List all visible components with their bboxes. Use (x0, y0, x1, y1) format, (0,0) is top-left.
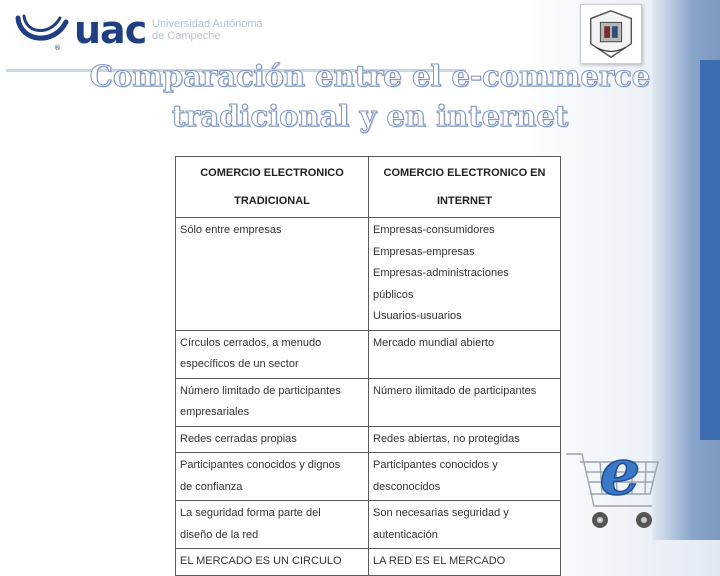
slide-title-line-1: Comparación entre el e-commerce (89, 59, 651, 93)
cell-text: LA RED ES EL MERCADO (373, 555, 506, 567)
cell-text: Empresas-consumidores (373, 224, 495, 236)
logo-wordmark: uac (74, 8, 147, 52)
cell-traditional (176, 426, 369, 453)
table-header-row (176, 157, 561, 218)
comparison-table (175, 156, 561, 576)
cell-text: Empresas-administraciones (373, 267, 509, 279)
cell-text: empresariales (180, 406, 250, 418)
cell-text: públicos (373, 288, 414, 301)
cell-text: Usuarios-usuarios (373, 310, 462, 322)
table-row (176, 218, 561, 331)
cell-traditional (176, 330, 369, 378)
cart-letter: e (599, 435, 641, 510)
header-text: TRADICIONAL (234, 195, 310, 207)
cell-text: Participantes conocidos y dignos (180, 459, 341, 471)
cell-text: Empresas-empresas (373, 245, 475, 258)
cell-traditional (176, 501, 369, 549)
table-row (176, 549, 561, 576)
table-row (176, 330, 561, 378)
cell-text: Círculos cerrados, a menudo (180, 336, 322, 349)
side-decoration-strip (700, 60, 720, 440)
cell-text: específicos de un sector (180, 358, 299, 370)
cell-text: Número limitado de participantes (180, 384, 341, 397)
cell-internet (369, 330, 561, 378)
logo-subtitle (152, 18, 392, 42)
cell-text: Participantes conocidos y (373, 459, 498, 471)
shopping-cart-icon (560, 432, 670, 536)
table-row (176, 453, 561, 501)
registered-mark: ® (54, 44, 61, 52)
table-row (176, 501, 561, 549)
cell-internet (369, 218, 561, 331)
cell-text: La seguridad forma parte del (180, 507, 321, 519)
table-row (176, 426, 561, 453)
cell-traditional (176, 549, 369, 576)
cell-internet (369, 549, 561, 576)
header-text: COMERCIO ELECTRONICO EN (383, 167, 546, 179)
cell-text: Número ilimitado de participantes (373, 384, 537, 397)
cell-text: Son necesarias seguridad y (373, 507, 509, 519)
cell-internet (369, 501, 561, 549)
cell-text: Mercado mundial abierto (373, 336, 495, 349)
slide-title-line-2: tradicional y en internet (171, 99, 569, 133)
cell-traditional (176, 453, 369, 501)
seal-emblem-icon (581, 5, 641, 63)
cell-text: Redes cerradas propias (180, 432, 297, 445)
cell-text: Sólo entre empresas (180, 224, 282, 236)
header-text: COMERCIO ELECTRONICO (200, 167, 344, 179)
header-text: INTERNET (437, 195, 492, 207)
cell-text: EL MERCADO ES UN CIRCULO (180, 555, 342, 567)
university-seal (580, 4, 642, 64)
cell-text: de confianza (180, 480, 243, 493)
header-internet (369, 157, 561, 218)
logo-subtitle-line-2: de Campeche (152, 30, 221, 42)
cell-internet (369, 426, 561, 453)
cell-traditional (176, 218, 369, 331)
cell-text: diseño de la red (180, 528, 259, 541)
header-traditional (176, 157, 369, 218)
cell-text: Redes abiertas, no protegidas (373, 432, 520, 445)
cell-text: autenticación (373, 528, 438, 541)
cell-text: desconocidos (373, 480, 441, 493)
logo-subtitle-line-1: Universidad Autónoma (152, 18, 263, 30)
cell-internet (369, 378, 561, 426)
slide-title (60, 56, 680, 136)
table-row (176, 378, 561, 426)
cell-internet (369, 453, 561, 501)
uac-logo-icon (14, 12, 70, 52)
cell-traditional (176, 378, 369, 426)
